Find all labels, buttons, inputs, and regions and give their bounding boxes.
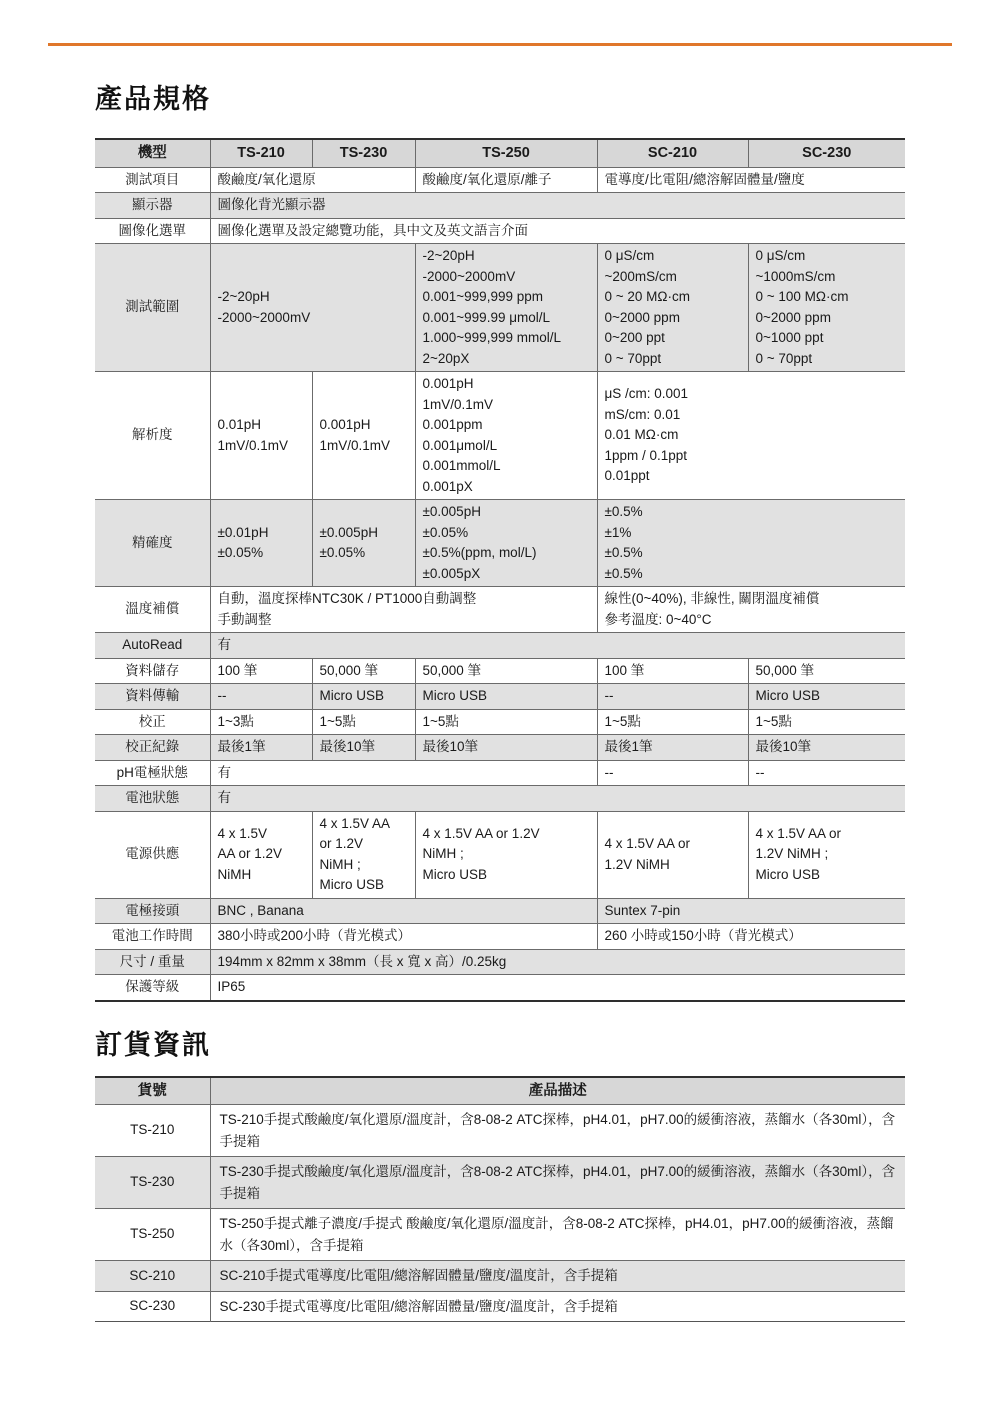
spec-cell: 0.001pH 1mV/0.1mV 0.001ppm 0.001μmol/L 0.001mmol/L 0.001pX (415, 372, 597, 500)
spec-row-label: 保護等級 (95, 975, 210, 1001)
spec-table (95, 138, 905, 1002)
order-row (95, 1105, 905, 1157)
spec-row (95, 811, 905, 898)
spec-cell: ±0.005pH ±0.05% (312, 500, 415, 587)
top-accent-rule (48, 43, 952, 46)
spec-row-label: 資料傳輸 (95, 684, 210, 710)
spec-row (95, 167, 905, 193)
spec-row (95, 372, 905, 500)
spec-cell: 260 小時或150小時（背光模式） (597, 924, 905, 950)
spec-col-sc-210: SC-210 (597, 139, 748, 167)
spec-cell: 線性(0~40%), 非線性, 關閉溫度補償 參考溫度: 0~40°C (597, 587, 905, 633)
spec-row (95, 760, 905, 786)
spec-cell: 380小時或200小時（背光模式） (210, 924, 597, 950)
spec-row (95, 500, 905, 587)
product-description: SC-210手提式電導度/比電阻/總溶解固體量/鹽度/溫度計，含手提箱 (210, 1261, 905, 1292)
spec-cell: 圖像化選單及設定總覽功能，具中文及英文語言介面 (210, 218, 905, 244)
spec-cell: -- (597, 760, 748, 786)
spec-cell: 1~5點 (748, 709, 905, 735)
spec-cell: 0 μS/cm ~200mS/cm 0 ~ 20 MΩ·cm 0~2000 ppm 0~200 ppt 0 ~ 70ppt (597, 244, 748, 372)
order-section-title: 訂貨資訊 (95, 1029, 211, 1060)
page-content (95, 82, 905, 1322)
spec-row (95, 949, 905, 975)
spec-row-label: 電極接頭 (95, 898, 210, 924)
spec-cell: 50,000 筆 (748, 658, 905, 684)
spec-row-label: 校正 (95, 709, 210, 735)
product-code: TS-210 (95, 1105, 210, 1157)
spec-row-label: 測試項目 (95, 167, 210, 193)
product-description: TS-230手提式酸鹼度/氧化還原/溫度計，含8-08-2 ATC探棒，pH4.01，pH7.00的緩衝溶液，蒸餾水（各30ml），含手提箱 (210, 1157, 905, 1209)
order-row (95, 1209, 905, 1261)
spec-cell: 0 μS/cm ~1000mS/cm 0 ~ 100 MΩ·cm 0~2000 ppm 0~1000 ppt 0 ~ 70ppt (748, 244, 905, 372)
spec-cell: 自動，溫度探棒NTC30K / PT1000自動調整 手動調整 (210, 587, 597, 633)
spec-cell: 酸鹼度/氧化還原 (210, 167, 415, 193)
spec-cell: Micro USB (415, 684, 597, 710)
spec-cell: 50,000 筆 (312, 658, 415, 684)
product-description: TS-250手提式離子濃度/手提式 酸鹼度/氧化還原/溫度計，含8-08-2 ATC探棒，pH4.01，pH7.00的緩衝溶液，蒸餾水（各30ml），含手提箱 (210, 1209, 905, 1261)
spec-cell: 4 x 1.5V AA or 1.2V NiMH (210, 811, 312, 898)
product-code: SC-210 (95, 1261, 210, 1292)
spec-cell: 圖像化背光顯示器 (210, 193, 905, 219)
spec-cell: 194mm x 82mm x 38mm（長 x 寬 x 高）/0.25kg (210, 949, 905, 975)
spec-cell: 最後1筆 (210, 735, 312, 761)
spec-row (95, 587, 905, 633)
spec-row (95, 735, 905, 761)
spec-cell: 有 (210, 786, 905, 812)
spec-cell: 4 x 1.5V AA or 1.2V NiMH ; Micro USB (415, 811, 597, 898)
spec-cell: -2~20pH -2000~2000mV (210, 244, 415, 372)
spec-cell: -- (748, 760, 905, 786)
spec-cell: 酸鹼度/氧化還原/離子 (415, 167, 597, 193)
spec-row-label: 精確度 (95, 500, 210, 587)
spec-col-ts-230: TS-230 (312, 139, 415, 167)
spec-row (95, 975, 905, 1001)
spec-row (95, 244, 905, 372)
spec-row (95, 924, 905, 950)
spec-cell: 4 x 1.5V AA or 1.2V NiMH ; Micro USB (312, 811, 415, 898)
spec-cell: 1~5點 (312, 709, 415, 735)
spec-row-label: 電池工作時間 (95, 924, 210, 950)
spec-cell: ±0.005pH ±0.05% ±0.5%(ppm, mol/L) ±0.005pX (415, 500, 597, 587)
spec-cell: 100 筆 (597, 658, 748, 684)
spec-cell: ±0.5% ±1% ±0.5% ±0.5% (597, 500, 905, 587)
spec-row-label: 圖像化選單 (95, 218, 210, 244)
spec-col-ts-250: TS-250 (415, 139, 597, 167)
order-row (95, 1261, 905, 1292)
spec-cell: -- (597, 684, 748, 710)
spec-row-label: pH電極狀態 (95, 760, 210, 786)
spec-row (95, 633, 905, 659)
order-table (95, 1076, 905, 1323)
spec-row-label: 溫度補償 (95, 587, 210, 633)
spec-cell: 0.01pH 1mV/0.1mV (210, 372, 312, 500)
order-col-code: 貨號 (95, 1077, 210, 1105)
spec-row-label: 資料儲存 (95, 658, 210, 684)
spec-cell: IP65 (210, 975, 905, 1001)
spec-col-sc-230: SC-230 (748, 139, 905, 167)
spec-row-label: 測試範圍 (95, 244, 210, 372)
spec-row-label: 電池狀態 (95, 786, 210, 812)
spec-row (95, 709, 905, 735)
spec-cell: 最後1筆 (597, 735, 748, 761)
spec-cell: 最後10筆 (748, 735, 905, 761)
product-description: SC-230手提式電導度/比電阻/總溶解固體量/鹽度/溫度計，含手提箱 (210, 1291, 905, 1322)
spec-row (95, 898, 905, 924)
spec-row-label: 解析度 (95, 372, 210, 500)
spec-row (95, 658, 905, 684)
spec-cell: 有 (210, 760, 597, 786)
spec-cell: 1~5點 (415, 709, 597, 735)
spec-cell: Micro USB (312, 684, 415, 710)
order-row (95, 1157, 905, 1209)
spec-cell: Micro USB (748, 684, 905, 710)
spec-cell: 最後10筆 (312, 735, 415, 761)
spec-row-label: 電源供應 (95, 811, 210, 898)
product-code: TS-230 (95, 1157, 210, 1209)
spec-cell: 1~5點 (597, 709, 748, 735)
product-description: TS-210手提式酸鹼度/氧化還原/溫度計，含8-08-2 ATC探棒，pH4.01，pH7.00的緩衝溶液，蒸餾水（各30ml），含手提箱 (210, 1105, 905, 1157)
order-col-description: 產品描述 (210, 1077, 905, 1105)
spec-section-title: 產品規格 (95, 84, 211, 114)
spec-cell: Suntex 7-pin (597, 898, 905, 924)
spec-row (95, 218, 905, 244)
spec-row (95, 786, 905, 812)
spec-cell: 100 筆 (210, 658, 312, 684)
spec-cell: -- (210, 684, 312, 710)
spec-cell: 有 (210, 633, 905, 659)
product-code: TS-250 (95, 1209, 210, 1261)
spec-cell: μS /cm: 0.001 mS/cm: 0.01 0.01 MΩ·cm 1ppm / 0.1ppt 0.01ppt (597, 372, 905, 500)
order-row (95, 1291, 905, 1322)
spec-col-ts-210: TS-210 (210, 139, 312, 167)
order-header-row (95, 1077, 905, 1105)
spec-row-label: 顯示器 (95, 193, 210, 219)
spec-cell: 4 x 1.5V AA or 1.2V NiMH ; Micro USB (748, 811, 905, 898)
spec-cell: 50,000 筆 (415, 658, 597, 684)
spec-row-label: 尺寸 / 重量 (95, 949, 210, 975)
product-code: SC-230 (95, 1291, 210, 1322)
spec-cell: 0.001pH 1mV/0.1mV (312, 372, 415, 500)
spec-cell: ±0.01pH ±0.05% (210, 500, 312, 587)
spec-header-row (95, 139, 905, 167)
spec-cell: 1~3點 (210, 709, 312, 735)
spec-col-model: 機型 (95, 139, 210, 167)
spec-cell: 4 x 1.5V AA or 1.2V NiMH (597, 811, 748, 898)
spec-row-label: AutoRead (95, 633, 210, 659)
spec-cell: 最後10筆 (415, 735, 597, 761)
spec-cell: 電導度/比電阻/總溶解固體量/鹽度 (597, 167, 905, 193)
spec-cell: BNC , Banana (210, 898, 597, 924)
spec-cell: -2~20pH -2000~2000mV 0.001~999,999 ppm 0.001~999.99 μmol/L 1.000~999,999 mmol/L 2~20pX (415, 244, 597, 372)
spec-row (95, 193, 905, 219)
spec-row-label: 校正紀錄 (95, 735, 210, 761)
spec-row (95, 684, 905, 710)
